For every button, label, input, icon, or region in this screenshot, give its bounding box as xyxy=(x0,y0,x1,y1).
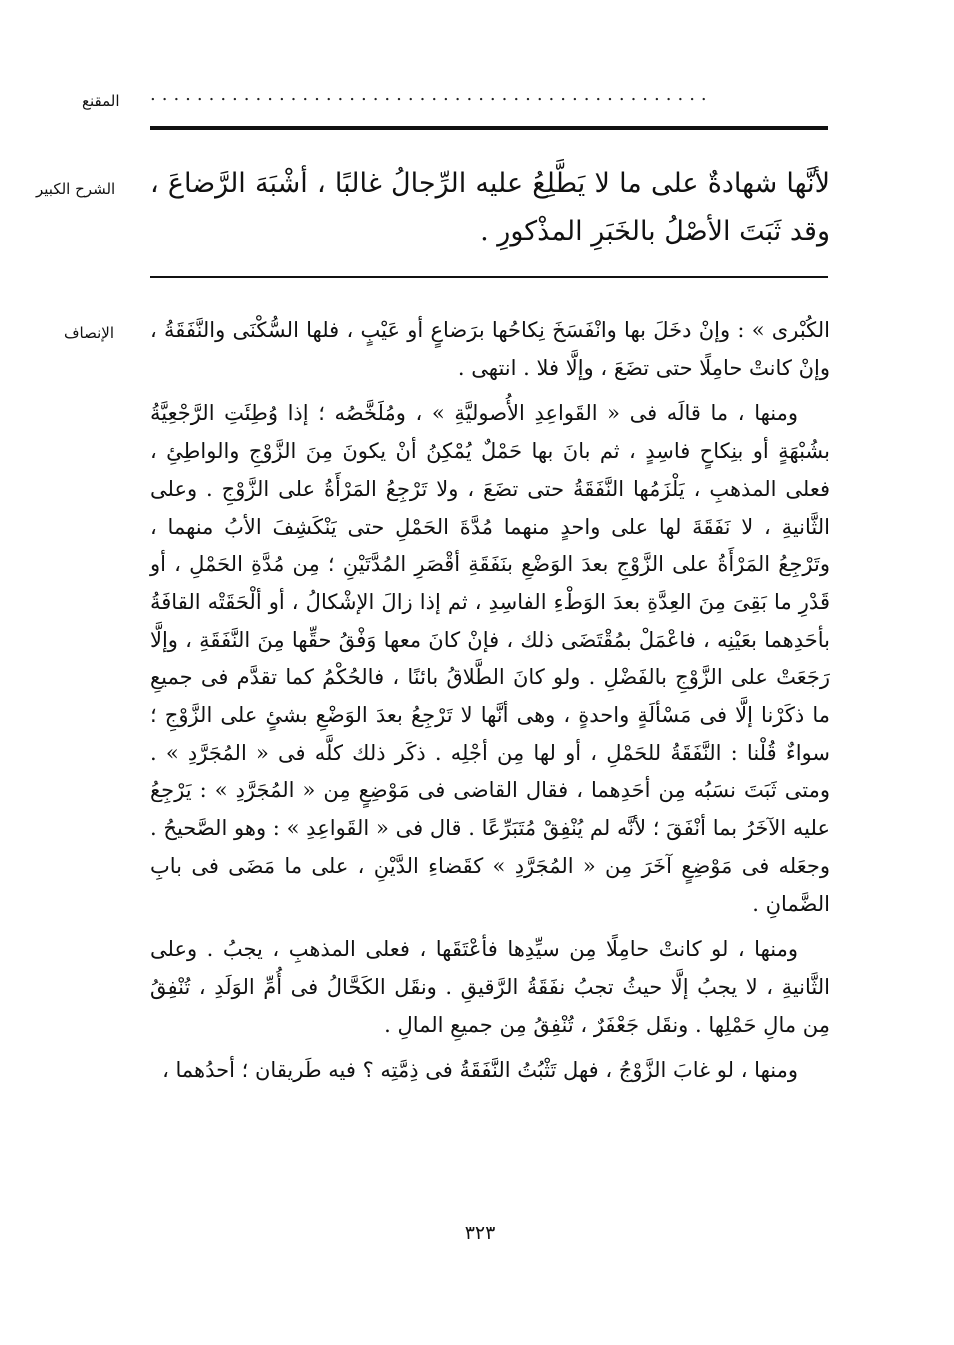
insaf-paragraph-1: الكُبْرى » : وإنْ دخَلَ بها وانْفَسَخَ نِكاحُها برَضاعٍ أو عَيْبٍ ، فلها السُّكْنَى والنَّفَقَةُ ، وإنْ كانتْ حامِلًا حتى تضَعَ ، وإلَّا فلا . انتهى . xyxy=(150,318,830,380)
insaf-paragraph-4: ومنها ، لو غابَ الزَّوْجُ ، فهل تَثْبُتُ النَّفَقَةُ فى ذِمَّتِه ؟ فيه طَريقان ؛ أحدُهما ، xyxy=(162,1058,798,1083)
insaf-paragraph-3: ومنها ، لو كانتْ حامِلًا مِن سيِّدِها فأعْتَقَها ، فعلى المذهبِ ، يجبُ . وعلى الثَّانيةِ ، لا يجبُ إلَّا حيثُ تجبُ نفَقَةُ الرَّقيقِ . ونقَل الكَحَّالُ فى أُمِّ الوَلَدِ ، تُنْفِقُ مِن مالِ حَمْلِها . ونقَل جَعْفَرٌ ، تُنْفِقُ مِن جميعِ المالِ . xyxy=(150,937,830,1037)
section-divider xyxy=(150,276,828,278)
insaf-paragraph-2: ومنها ، ما قالَه فى « القَواعِدِ الأُصوليَّةِ » ، ومُلَخَّصُه ؛ إذا وُطِئَتِ الرَّجْعِيَّةُ بشُبْهَةٍ أو بنِكاحٍ فاسِدٍ ، ثم بانَ بها حَمْلٌ يُمْكِنُ أنْ يكونَ مِنَ الزَّوْجِ والواطِئِ ، فعلى المذهبِ ، يَلْزَمُها النَّفَقَةُ حتى تضَعَ ، ولا تَرْجِعُ المَرْأَةُ على الزَّوْجِ . وعلى الثَّانيةِ ، لا نَفَقَةَ لها على واحدٍ منهما مُدَّةَ الحَمْلِ حتى يَنْكَشِفَ الأبُ منهما ، وتَرْجِعُ المَرْأَةُ على الزَّوْجِ بعدَ الوَضْعِ بنَفَقَةِ أقْصَرِ المُدَّتَيْنِ ؛ مِن مُدَّةِ الحَمْلِ ، أو قَدْرِ ما بَقِىَ مِنَ العِدَّةِ بعدَ الوَطْءِ الفاسِدِ ، ثم إذا زالَ الإشْكالُ ، أو ألْحَقَتْه القافَةُ بأحَدِهما بعَيْنِه ، فاعْمَلْ بمُقْتَضَى ذلك ، فإنْ كانَ معها وَفْقُ حقِّها مِنَ النَّفَقَةِ ، وإلَّا رَجَعَتْ على الزَّوْجِ بالفَضْلِ . ولو كانَ الطَّلاقُ بائنًا ، فالحُكْمُ كما تقدَّم فى جميعِ ما ذكَرْنا إلَّا فى مَسْألَةٍ واحدةٍ ، وهى أنَّها لا تَرْجِعُ بعدَ الوَضْعِ بشئٍ على الزَّوْجِ ؛ سواءٌ قُلْنا : النَّفَقَةُ للحَمْلِ ، أو لها مِن أجْلِه . ذكَر ذلك كلَّه فى « المُجَرَّدِ » . ومتى ثَبَتَ نسَبُه مِن أحَدِهما ، فقال القاضى فى مَوْضِعٍ مِن « المُجَرَّدِ » : يَرْجِعُ عليه الآخَرُ بما أنْفَقَ ؛ لأنَّه لم يُنْفِقْ مُتَبَرِّعًا . قال فى « القَواعِدِ » : وهو الصَّحيحُ . وجعَله فى مَوْضِعٍ آخَرَ مِن « المُجَرَّدِ » كقَضاءِ الدَّيْنِ ، على ما مَضَى فى بابِ الضَّمانِ . xyxy=(150,401,830,916)
header-dotted-leader: ................................................ xyxy=(150,88,713,102)
margin-label-sharh: الشرح الكبير xyxy=(36,180,116,198)
insaf-text-block xyxy=(150,312,830,1098)
page-number: ٣٢٣ xyxy=(464,1222,496,1244)
margin-label-insaf: الإنصاف xyxy=(64,324,115,342)
header-rule xyxy=(150,126,828,130)
sharh-text-block xyxy=(150,160,830,264)
sharh-paragraph: لأنَّها شهادةٌ على ما لا يَطَّلِعُ عليه الرِّجالُ غالبًا ، أشْبَهَ الرَّضاعَ ، وقد ثَبَتَ الأصْلُ بالخَبَرِ المذْكورِ . xyxy=(150,168,830,247)
running-header-title: المقنع xyxy=(82,92,120,110)
